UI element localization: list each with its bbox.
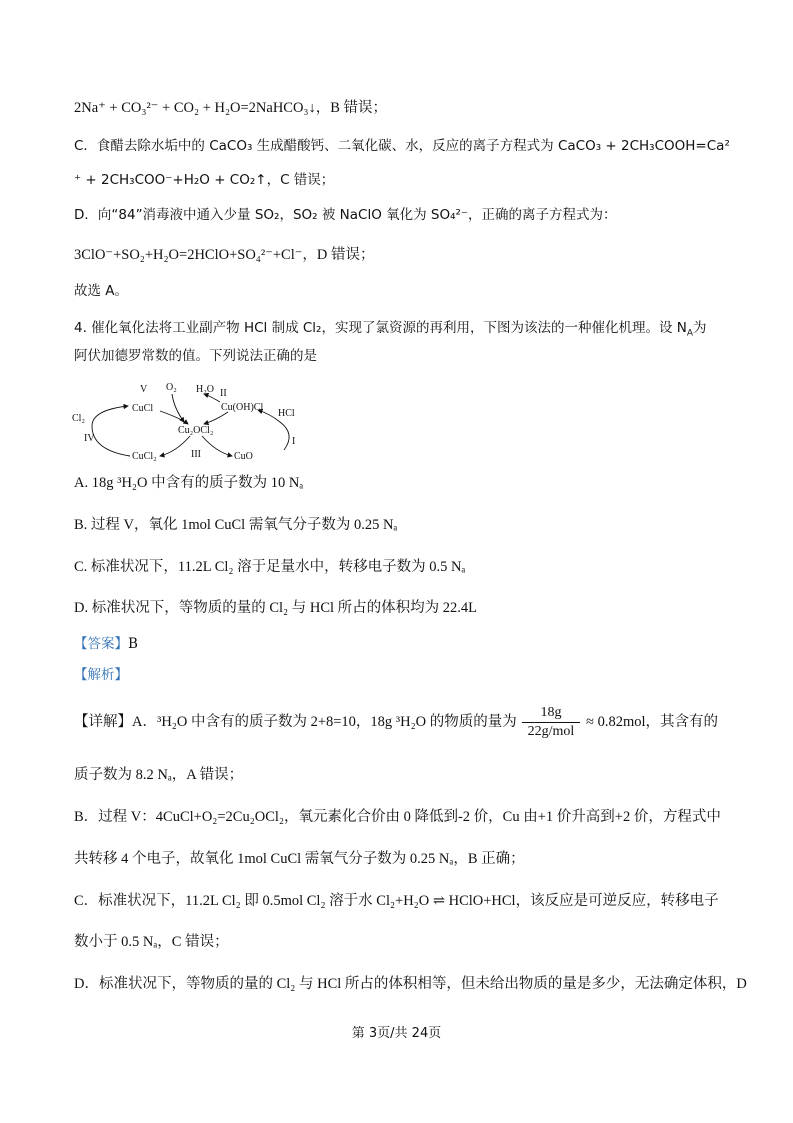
- text-line-4: D．向“84”消毒液中通入少量 SO₂，SO₂ 被 NaClO 氧化为 SO₄²⁻，正确的离子方程式为：: [74, 207, 617, 223]
- diagram-cu2ocl2: Cu₂OCl₂: [178, 425, 214, 436]
- text-line-2: C．食醋去除水垢中的 CaCO₃ 生成醋酸钙、二氧化碳、水，反应的离子方程式为 CaCO₃ + 2CH₃COOH=Ca²: [74, 138, 730, 154]
- diagram-cuohcl: Cu(OH)Cl: [221, 402, 264, 413]
- arrow-cu2ocl2-to-cucl2: [160, 436, 190, 456]
- answer-line: [74, 634, 138, 654]
- option-b: B. 过程 V，氧化 1mol CuCl 需氧气分子数为 0.25 Nₐ: [74, 517, 398, 533]
- catalytic-cycle-diagram: [70, 378, 300, 466]
- question-4-stem-line-1: [74, 318, 707, 344]
- detail-a-line-1: 【详解】A．³H₂O 中含有的质子数为 2+8=10，18g ³H₂O 的物质的量为: [74, 714, 517, 730]
- diagram-label-ii: II: [220, 388, 227, 399]
- arrow-cucl2-to-cl2: [92, 406, 130, 456]
- na-subscript: A: [686, 328, 694, 339]
- fraction-denominator: 22g/mol: [527, 724, 575, 739]
- diagram-cucl-top: CuCl: [132, 403, 154, 414]
- page-footer: 第 3页/共 24页: [351, 1026, 442, 1041]
- option-c: C. 标准状况下，11.2L Cl₂ 溶于足量水中，转移电子数为 0.5 Nₐ: [74, 559, 466, 575]
- diagram-label-iii: III: [191, 449, 201, 460]
- text-line-1: 2Na⁺ + CO₃²⁻ + CO₂ + H₂O=2NaHCO₃↓，B 错误；: [74, 100, 388, 116]
- diagram-hcl: HCl: [278, 408, 295, 419]
- arrow-h2o-out: [204, 394, 220, 402]
- diagram-label-i: I: [292, 436, 296, 447]
- option-a: A. 18g ³H₂O 中含有的质子数为 10 Nₐ: [74, 475, 304, 491]
- text-line-3: ⁺ + 2CH₃COO⁻+H₂O + CO₂↑，C 错误；: [74, 172, 335, 188]
- diagram-h2o: H₂O: [196, 384, 214, 395]
- fraction-numerator: 18g: [522, 705, 580, 723]
- diagram-cuo: CuO: [234, 451, 253, 462]
- arrow-cu2ocl2-to-cuo: [202, 436, 232, 456]
- detail-a-line-1-end: ≈ 0.82mol，其含有的: [586, 714, 719, 730]
- question-4-stem-end: 为: [693, 320, 707, 336]
- option-d: D. 标准状况下，等物质的量的 Cl₂ 与 HCl 所占的体积均为 22.4L: [74, 600, 478, 616]
- answer-tag: 【答案】: [74, 636, 128, 652]
- detail-b-line-1: B．过程 V：4CuCl+O₂=2Cu₂OCl₂，氧元素化合价由 0 降低到-2 价，Cu 由+1 价升高到+2 价，方程式中: [74, 809, 721, 825]
- detail-a-line-2: 质子数为 8.2 Nₐ，A 错误；: [74, 767, 244, 783]
- analysis-tag: 【解析】: [74, 667, 128, 683]
- diagram-cl2-top: Cl₂: [72, 413, 85, 424]
- question-4-stem-text: 4. 催化氧化法将工业副产物 HCl 制成 Cl₂，实现了氯资源的再利用，下图为该法的一种催化机理。设 N: [74, 320, 687, 336]
- detail-c-line-2: 数小于 0.5 Nₐ，C 错误；: [74, 934, 229, 950]
- text-line-6: 故选 A。: [74, 283, 129, 299]
- text-line-5: 3ClO⁻+SO₂+H₂O=2HClO+SO₄²⁻+Cl⁻，D 错误；: [74, 247, 375, 263]
- diagram-o2: O₂: [166, 382, 177, 393]
- detail-d-line-1: D．标准状况下，等物质的量的 Cl₂ 与 HCl 所占的体积相等，但未给出物质的量是多少，无法确定体积，D: [74, 976, 747, 992]
- diagram-label-iv: IV: [84, 433, 95, 444]
- fraction-molar: [522, 705, 580, 740]
- detail-c-line-1: C．标准状况下，11.2L Cl₂ 即 0.5mol Cl₂ 溶于水 Cl₂+H₂O ⇌ HClO+HCl，该反应是可逆反应，转移电子: [74, 893, 719, 909]
- question-4-stem-line-2: 阿伏加德罗常数的值。下列说法正确的是: [74, 348, 317, 364]
- answer-value: B: [128, 636, 138, 652]
- detail-b-line-2: 共转移 4 个电子，故氧化 1mol CuCl 需氧气分子数为 0.25 Nₐ，B 正确；: [74, 851, 525, 867]
- diagram-cucl2: CuCl₂: [132, 451, 157, 462]
- arrow-cuohcl-to-cu2ocl2: [204, 412, 228, 424]
- diagram-label-v: V: [140, 384, 148, 395]
